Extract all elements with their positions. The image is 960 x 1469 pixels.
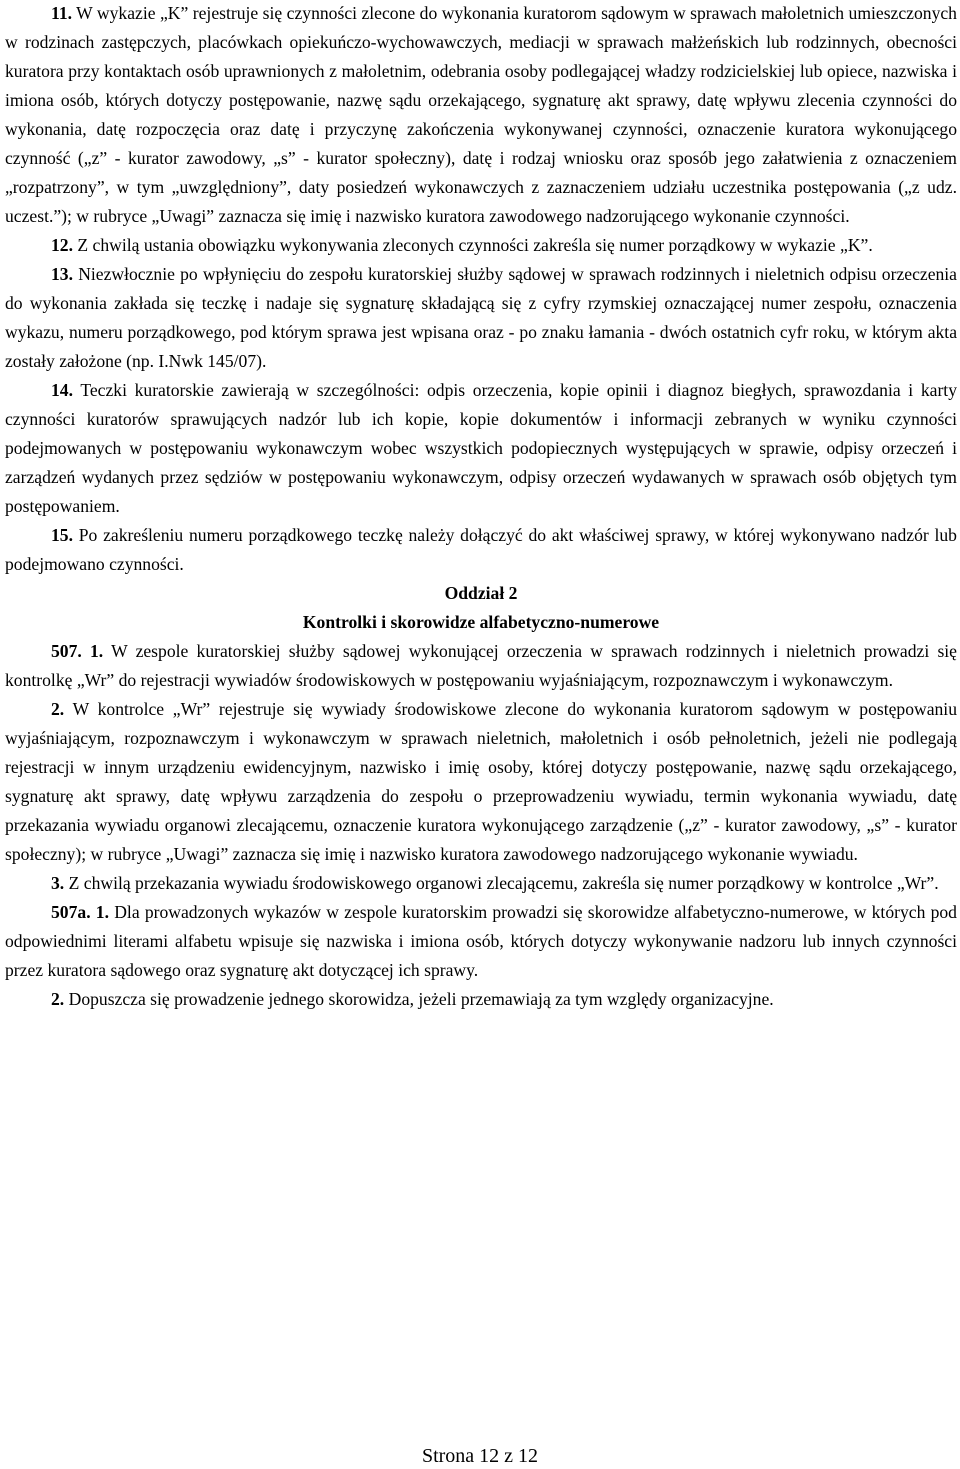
- paragraph-number: 507. 1.: [51, 641, 104, 661]
- section-title: Oddział 2: [444, 583, 518, 603]
- paragraph-number: 2.: [51, 699, 65, 719]
- paragraph-number: 11.: [51, 3, 73, 23]
- paragraph-12: [5, 231, 957, 260]
- paragraph-14: [5, 376, 957, 521]
- paragraph-number: 507a. 1.: [51, 902, 109, 922]
- paragraph-number: 2.: [51, 989, 65, 1009]
- paragraph-text: Niezwłocznie po wpłynięciu do zespołu kuratorskiej służby sądowej w sprawach rodzinnych i nieletnich odpisu orzeczenia do wykonania zakłada się teczkę i nadaje się sygnaturę składającą się z cyfry rzymskiej oznaczającej numer zespołu, oznaczenia wykazu, numeru porządkowego, pod którym sprawa jest wpisana oraz - po znaku łamania - dwóch ostatnich cyfr roku, w którym akta zostały założone (np. I.Nwk 145/07).: [5, 264, 957, 371]
- paragraph-13: [5, 260, 957, 376]
- paragraph-507a-1: [5, 898, 957, 985]
- paragraph-number: 15.: [51, 525, 73, 545]
- paragraph-text: Teczki kuratorskie zawierają w szczególności: odpis orzeczenia, kopie opinii i diagnoz biegłych, sprawozdania i karty czynności kuratorów sprawujących nadzór lub ich kopie, kopie dokumentów i informacji zebranych w wyniku czynności podejmowanych w postępowaniu wykonawczym wobec wszystkich podopiecznych występujących w sprawie, odpisy orzeczeń i zarządzeń wydanych przez sędziów w postępowaniu wykonawczym, odpisy orzeczeń wydawanych w sprawach osób objętych tym postępowaniem.: [5, 380, 957, 516]
- paragraph-text: Z chwilą przekazania wywiadu środowiskowego organowi zlecającemu, zakreśla się numer porządkowy w kontrolce „Wr”.: [68, 873, 939, 893]
- paragraph-text: Z chwilą ustania obowiązku wykonywania zleconych czynności zakreśla się numer porządkowy w wykazie „K”.: [77, 235, 873, 255]
- paragraph-507-2: [5, 695, 957, 869]
- paragraph-text: Dla prowadzonych wykazów w zespole kuratorskim prowadzi się skorowidze alfabetyczno-numerowe, w których pod odpowiednimi literami alfabetu wpisuje się nazwiska i imiona osób, których dotyczy wykonywanie nadzoru lub innych czynności przez kuratora sądowego oraz sygnaturę akt dotyczącej ich sprawy.: [5, 902, 957, 980]
- paragraph-number: 14.: [51, 380, 73, 400]
- paragraph-15: [5, 521, 957, 579]
- paragraph-text: W wykazie „K” rejestruje się czynności zlecone do wykonania kuratorom sądowym w sprawach małoletnich umieszczonych w rodzinach zastępczych, placówkach opiekuńczo-wychowawczych, mediacji w sprawach małżeńskich lub rodzinnych, obecności kuratora przy kontaktach osób uprawnionych z małoletnim, odebrania osoby podlegającej władzy rodzicielskiej lub opiece, nazwiska i imiona osób, których dotyczy postępowanie, nazwę sądu orzekającego, sygnaturę akt sprawy, datę wpływu zlecenia czynności do wykonania, datę rozpoczęcia oraz datę i przyczynę zakończenia wykonywanej czynności, oznaczenie kuratora wykonującego czynność („z” - kurator zawodowy, „s” - kurator społeczny), datę i rodzaj wniosku oraz sposób jego załatwienia z oznaczeniem „rozpatrzony”, w tym „uwzględniony”, daty posiedzeń wykonawczych z zaznaczeniem udziału uczestnika postępowania („z udz. uczest.”); w rubryce „Uwagi” zaznacza się imię i nazwisko kuratora zawodowego nadzorującego wykonanie czynności.: [5, 3, 957, 226]
- paragraph-number: 3.: [51, 873, 65, 893]
- paragraph-text: W zespole kuratorskiej służby sądowej wykonującej orzeczenia w sprawach rodzinnych i nieletnich prowadzi się kontrolkę „Wr” do rejestracji wywiadów środowiskowych w postępowaniu wyjaśniającym, rozpoznawczym i wykonawczym.: [5, 641, 957, 690]
- document-body: [5, 0, 957, 1014]
- paragraph-text: W kontrolce „Wr” rejestruje się wywiady środowiskowe zlecone do wykonania kuratorom sądowym w postępowaniu wyjaśniającym, rozpoznawczym i wykonawczym w sprawach nieletnich, małoletnich i osób pełnoletnich, jeżeli nie podlegają rejestracji w innym urządzeniu ewidencyjnym, nazwisko i imię osoby, której dotyczy postępowanie, nazwę sądu orzekającego, sygnaturę akt sprawy, datę wpływu zarządzenia do zespołu o przeprowadzeniu wywiadu, termin wykonania wywiadu, datę przekazania wywiadu organowi zlecającemu, oznaczenie kuratora wykonującego zarządzenie („z” - kurator zawodowy, „s” - kurator społeczny); w rubryce „Uwagi” zaznacza się imię i nazwisko kuratora zawodowego nadzorującego wykonanie wywiadu.: [5, 699, 957, 864]
- paragraph-507-3: [5, 869, 957, 898]
- paragraph-11: [5, 0, 957, 231]
- paragraph-text: Dopuszcza się prowadzenie jednego skorowidza, jeżeli przemawiają za tym względy organizacyjne.: [68, 989, 774, 1009]
- section-subtitle: Kontrolki i skorowidze alfabetyczno-numerowe: [302, 612, 660, 632]
- page-footer: Strona 12 z 12: [421, 1445, 539, 1467]
- paragraph-text: Po zakreśleniu numeru porządkowego teczkę należy dołączyć do akt właściwej sprawy, w której wykonywano nadzór lub podejmowano czynności.: [5, 525, 957, 574]
- paragraph-number: 13.: [51, 264, 73, 284]
- paragraph-507a-2: [5, 985, 957, 1014]
- paragraph-number: 12.: [51, 235, 73, 255]
- paragraph-507-1: [5, 637, 957, 695]
